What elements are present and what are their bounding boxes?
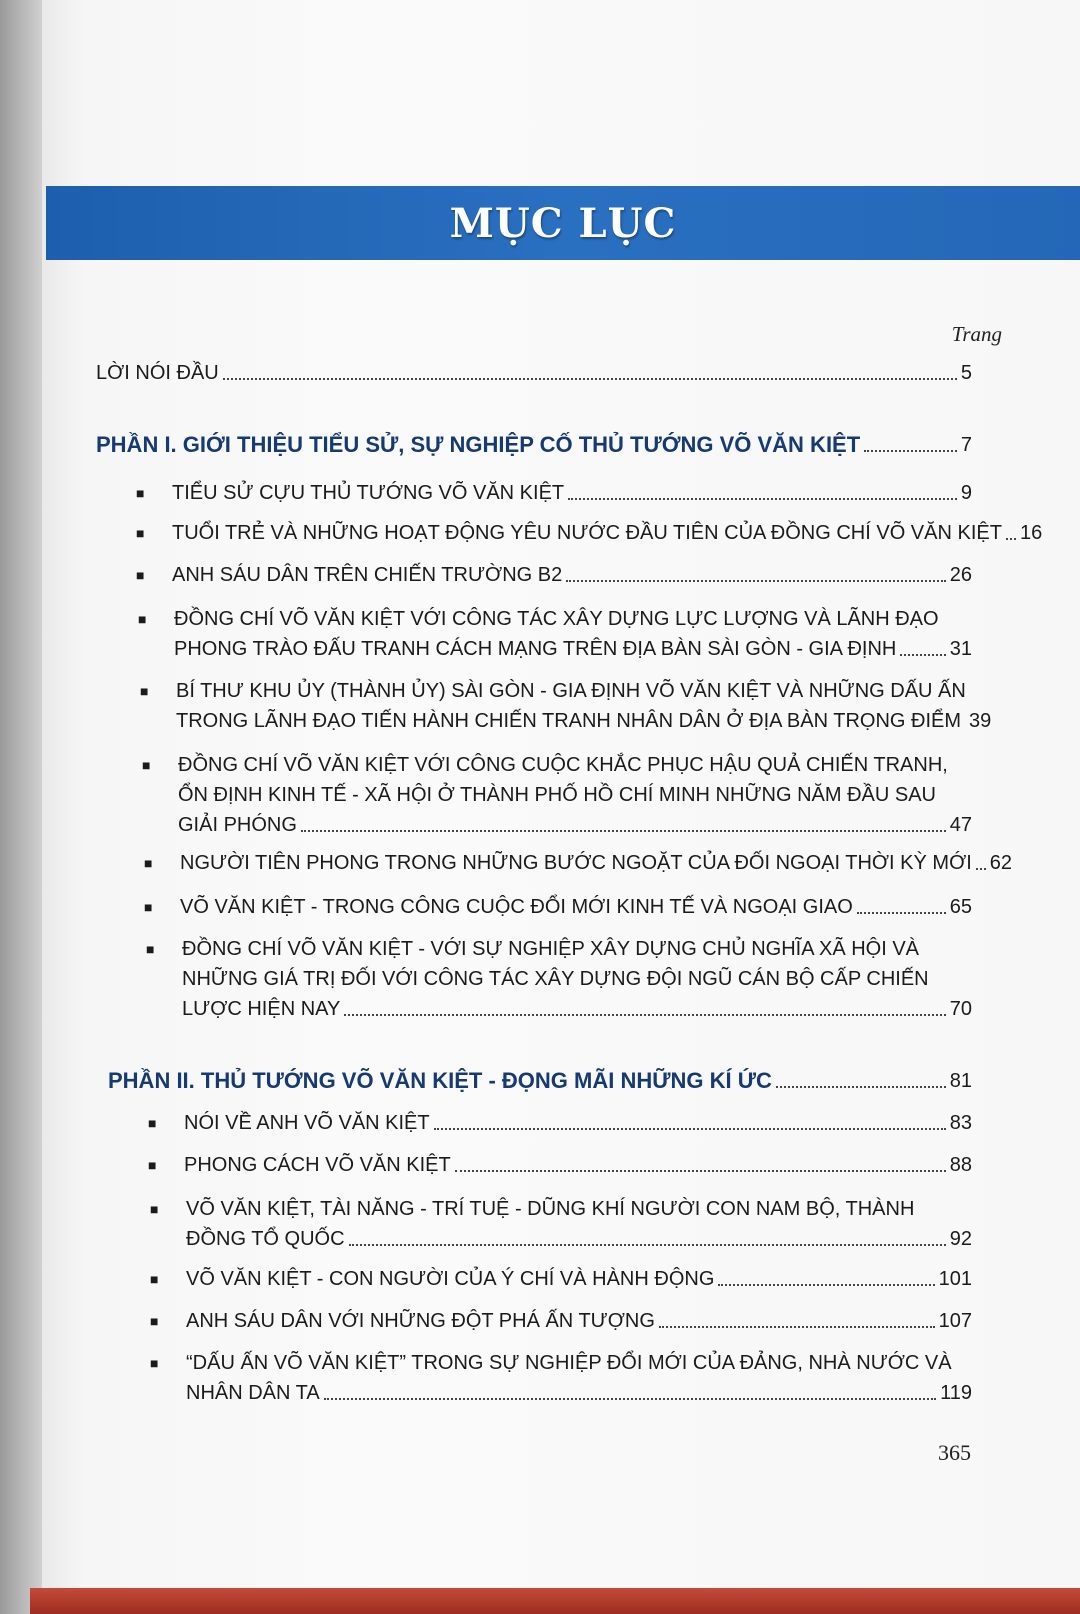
toc-entry-text: VÕ VĂN KIỆT - CON NGƯỜI CỦA Ý CHÍ VÀ HÀNH ĐỘNG bbox=[186, 1268, 715, 1290]
toc-page-number: 119 bbox=[940, 1382, 972, 1404]
leader-dots bbox=[324, 1398, 936, 1400]
leader-dots bbox=[223, 378, 957, 380]
toc-page-number: 107 bbox=[938, 1310, 972, 1332]
leader-dots bbox=[301, 830, 946, 832]
toc-entry-line: VÕ VĂN KIỆT, TÀI NĂNG - TRÍ TUỆ - DŨNG KHÍ NGƯỜI CON NAM BỘ, THÀNH bbox=[186, 1198, 915, 1220]
page-title: MỤC LỤC bbox=[449, 199, 677, 247]
toc-part-heading: PHẦN II. THỦ TƯỚNG VÕ VĂN KIỆT - ĐỌNG MÃI NHỮNG KÍ ỨC bbox=[108, 1068, 772, 1093]
toc-page-number: 83 bbox=[949, 1112, 972, 1134]
toc-entry[interactable] bbox=[144, 892, 972, 922]
bullet-icon: ■ bbox=[136, 525, 145, 541]
toc-entry-line: ỔN ĐỊNH KINH TẾ - XÃ HỘI Ở THÀNH PHỐ HỒ CHÍ MINH NHỮNG NĂM ĐẦU SAU bbox=[178, 784, 936, 806]
leader-dots bbox=[864, 450, 957, 452]
toc-entry-line: ĐỒNG CHÍ VÕ VĂN KIỆT VỚI CÔNG TÁC XÂY DỰNG LỰC LƯỢNG VÀ LÃNH ĐẠO bbox=[174, 608, 939, 630]
leader-dots bbox=[976, 868, 986, 870]
toc-page-number: 92 bbox=[949, 1228, 972, 1250]
toc-part-1[interactable] bbox=[96, 430, 972, 460]
toc-entry-line: “DẤU ẤN VÕ VĂN KIỆT” TRONG SỰ NGHIỆP ĐỔI MỚI CỦA ĐẢNG, NHÀ NƯỚC VÀ bbox=[186, 1352, 952, 1374]
toc-page-number: 47 bbox=[949, 814, 972, 836]
toc-page-number: 65 bbox=[949, 896, 972, 918]
bullet-icon: ■ bbox=[140, 683, 149, 699]
toc-entry-line: TRONG LÃNH ĐẠO TIẾN HÀNH CHIẾN TRANH NHÂN DÂN Ở ĐỊA BÀN TRỌNG ĐIỂM bbox=[176, 710, 962, 732]
toc-entry-line: ĐỒNG TỔ QUỐC bbox=[186, 1228, 345, 1250]
leader-dots bbox=[349, 1244, 946, 1246]
toc-entry-line: PHONG TRÀO ĐẤU TRANH CÁCH MẠNG TRÊN ĐỊA BÀN SÀI GÒN - GIA ĐỊNH bbox=[174, 638, 897, 660]
toc-page-number: 81 bbox=[949, 1070, 972, 1092]
toc-entry-text: ANH SÁU DÂN TRÊN CHIẾN TRƯỜNG B2 bbox=[172, 564, 563, 586]
toc-entry[interactable] bbox=[150, 1348, 972, 1408]
folio-page-number: 365 bbox=[938, 1440, 971, 1465]
toc-entry-line: GIẢI PHÓNG bbox=[178, 814, 297, 836]
toc-entry[interactable] bbox=[144, 848, 1013, 878]
toc-entry-text: ANH SÁU DÂN VỚI NHỮNG ĐỘT PHÁ ẤN TƯỢNG bbox=[186, 1310, 655, 1332]
leader-dots bbox=[434, 1128, 946, 1130]
toc-page-number: 39 bbox=[969, 710, 992, 732]
toc-entry[interactable] bbox=[136, 560, 972, 590]
toc-page-number: 101 bbox=[938, 1268, 972, 1290]
page-column-label: Trang bbox=[951, 322, 1002, 346]
toc-entry-line: ĐỒNG CHÍ VÕ VĂN KIỆT - VỚI SỰ NGHIỆP XÂY DỰNG CHỦ NGHĨA XÃ HỘI VÀ bbox=[182, 938, 920, 960]
bullet-icon: ■ bbox=[146, 941, 155, 957]
leader-dots bbox=[566, 580, 946, 582]
bullet-icon: ■ bbox=[150, 1313, 159, 1329]
bullet-icon: ■ bbox=[150, 1201, 159, 1217]
bullet-icon: ■ bbox=[144, 855, 153, 871]
toc-entry[interactable] bbox=[150, 1264, 972, 1294]
toc-page-number: 5 bbox=[960, 362, 972, 384]
toc-entry-text: NÓI VỀ ANH VÕ VĂN KIỆT bbox=[184, 1112, 430, 1134]
toc-page-number: 26 bbox=[949, 564, 972, 586]
bullet-icon: ■ bbox=[150, 1271, 159, 1287]
bullet-icon: ■ bbox=[150, 1355, 159, 1371]
toc-part-2[interactable] bbox=[108, 1066, 972, 1096]
toc-entry[interactable] bbox=[142, 750, 972, 840]
toc-page-number: 16 bbox=[1019, 522, 1043, 544]
toc-page-number: 7 bbox=[960, 434, 972, 456]
bullet-icon: ■ bbox=[138, 611, 147, 627]
toc-entry[interactable] bbox=[140, 676, 992, 736]
leader-dots bbox=[344, 1014, 945, 1016]
toc-entry-text: VÕ VĂN KIỆT - TRONG CÔNG CUỘC ĐỔI MỚI KINH TẾ VÀ NGOẠI GIAO bbox=[180, 896, 853, 918]
toc-entry-line: NHỮNG GIÁ TRỊ ĐỐI VỚI CÔNG TÁC XÂY DỰNG ĐỘI NGŨ CÁN BỘ CẤP CHIẾN bbox=[182, 968, 929, 990]
toc-entry-line: NHÂN DÂN TA bbox=[186, 1382, 320, 1404]
bullet-icon: ■ bbox=[136, 485, 145, 501]
toc-entry[interactable] bbox=[150, 1194, 972, 1254]
toc-entry[interactable] bbox=[150, 1306, 972, 1336]
toc-page-number: 70 bbox=[949, 998, 972, 1020]
toc-entry-text: PHONG CÁCH VÕ VĂN KIỆT bbox=[184, 1154, 451, 1176]
toc-entry-line: ĐỒNG CHÍ VÕ VĂN KIỆT VỚI CÔNG CUỘC KHẮC PHỤC HẬU QUẢ CHIẾN TRANH, bbox=[178, 754, 948, 776]
toc-page-number: 31 bbox=[949, 638, 972, 660]
leader-dots bbox=[857, 912, 946, 914]
bullet-icon: ■ bbox=[142, 757, 151, 773]
leader-dots bbox=[659, 1326, 935, 1328]
toc-part-heading: PHẦN I. GIỚI THIỆU TIỂU SỬ, SỰ NGHIỆP CỐ THỦ TƯỚNG VÕ VĂN KIỆT bbox=[96, 432, 861, 457]
toc-entry-preface[interactable] bbox=[96, 358, 972, 388]
toc-entry[interactable] bbox=[136, 518, 1043, 548]
leader-dots bbox=[776, 1086, 946, 1088]
bullet-icon: ■ bbox=[144, 899, 153, 915]
leader-dots bbox=[1006, 538, 1016, 540]
toc-entry-line: LƯỢC HIỆN NAY bbox=[182, 998, 341, 1020]
toc-entry-text: LỜI NÓI ĐẦU bbox=[96, 362, 219, 384]
toc-entry[interactable] bbox=[148, 1150, 972, 1180]
leader-dots bbox=[455, 1170, 946, 1172]
toc-page-number: 9 bbox=[960, 482, 972, 504]
toc-entry-text: NGƯỜI TIÊN PHONG TRONG NHỮNG BƯỚC NGOẶT CỦA ĐỐI NGOẠI THỜI KỲ MỚI bbox=[180, 852, 972, 874]
toc-page-number: 62 bbox=[989, 852, 1013, 874]
leader-dots bbox=[900, 654, 945, 656]
toc-entry-line: BÍ THƯ KHU ỦY (THÀNH ỦY) SÀI GÒN - GIA ĐỊNH VÕ VĂN KIỆT VÀ NHỮNG DẤU ẤN bbox=[176, 680, 966, 702]
toc-page-number: 88 bbox=[949, 1154, 972, 1176]
bullet-icon: ■ bbox=[136, 567, 145, 583]
toc-entry[interactable] bbox=[148, 1108, 972, 1138]
toc-entry[interactable] bbox=[138, 604, 972, 664]
bullet-icon: ■ bbox=[148, 1115, 157, 1131]
leader-dots bbox=[718, 1284, 934, 1286]
bullet-icon: ■ bbox=[148, 1157, 157, 1173]
toc-entry-text: TUỔI TRẺ VÀ NHỮNG HOẠT ĐỘNG YÊU NƯỚC ĐẦU TIÊN CỦA ĐỒNG CHÍ VÕ VĂN KIỆT bbox=[172, 522, 1002, 544]
toc-entry[interactable] bbox=[136, 478, 972, 508]
leader-dots bbox=[568, 498, 957, 500]
toc-entry[interactable] bbox=[146, 934, 972, 1024]
toc-entry-text: TIỂU SỬ CỰU THỦ TƯỚNG VÕ VĂN KIỆT bbox=[172, 482, 565, 504]
